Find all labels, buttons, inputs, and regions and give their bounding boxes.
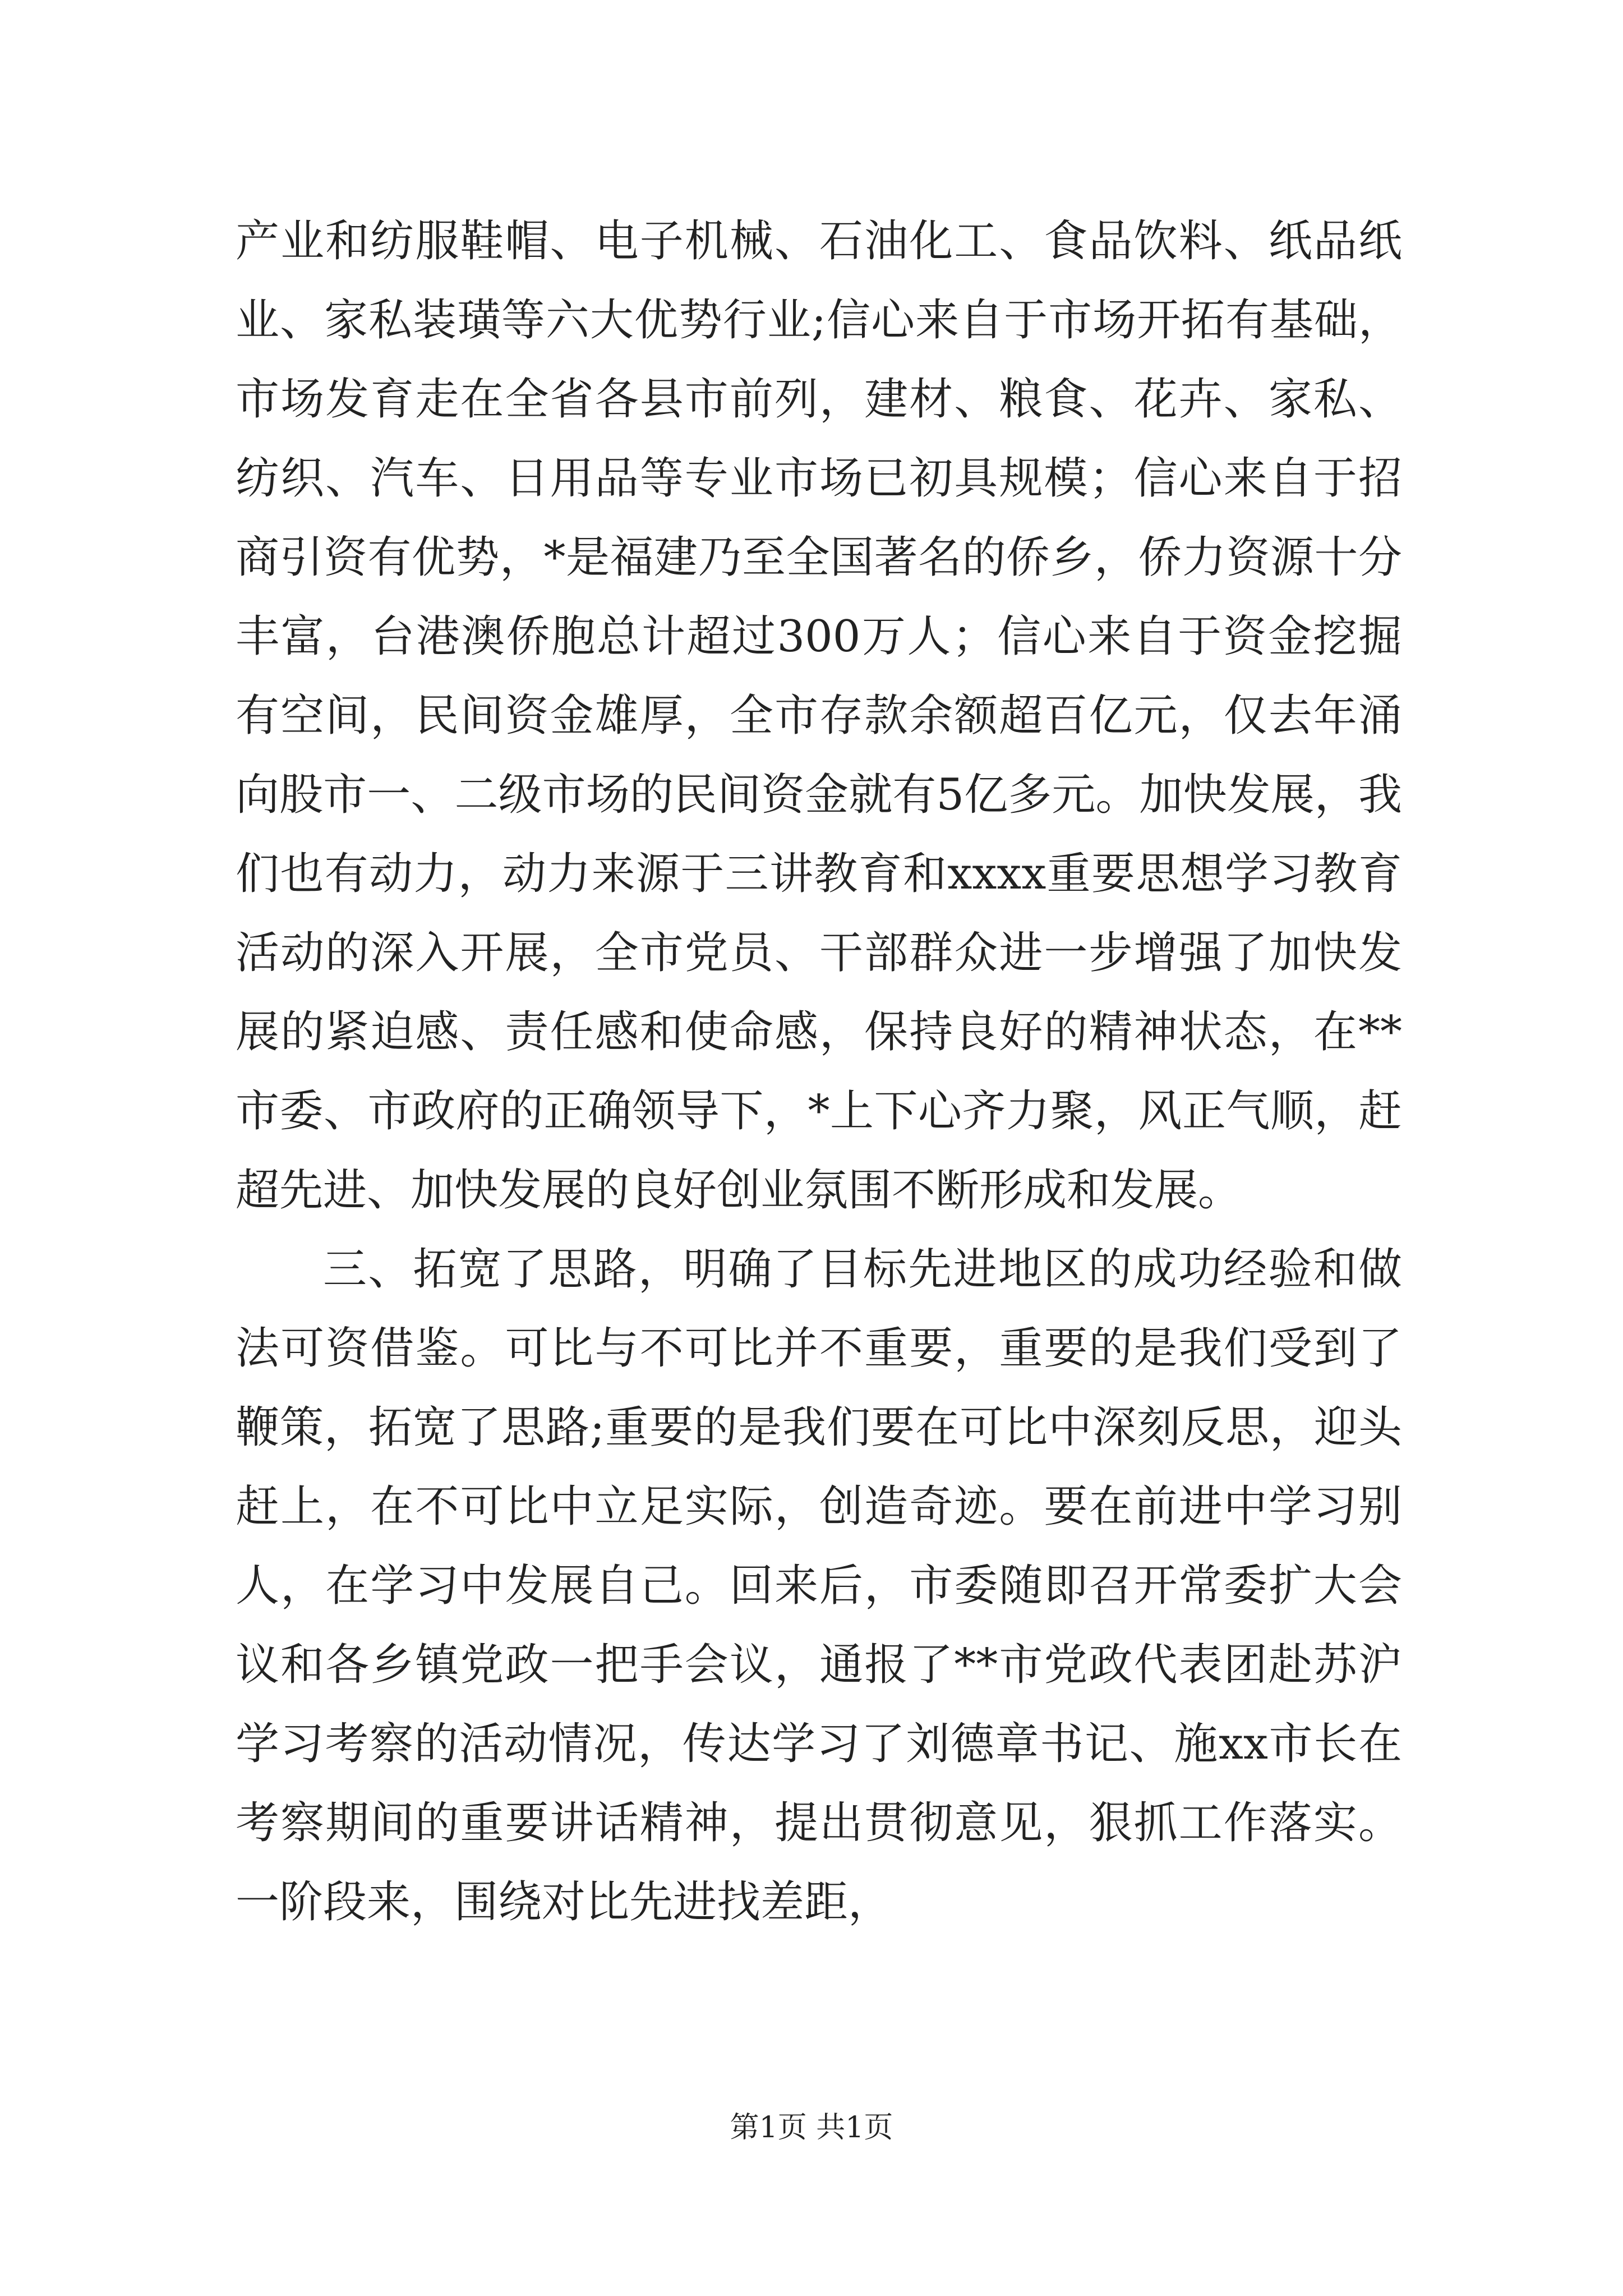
document-body — [236, 202, 1402, 1942]
page-footer: 第1页 共1页 — [730, 2111, 893, 2145]
paragraph-section-three: 三、拓宽了思路，明确了目标先进地区的成功经验和做法可资借鉴。可比与不可比并不重要，重要的是我们受到了鞭策，拓宽了思路;重要的是我们要在可比中深刻反思，迎头赶上，在不可比中立足实际，创造奇迹。要在前进中学习别人，在学习中发展自己。回来后，市委随即召开常委扩大会议和各乡镇党政一把手会议，通报了**市党政代表团赴苏沪学习考察的活动情况，传达学习了刘德章书记、施xx市长在考察期间的重要讲话精神，提出贯彻意见，狠抓工作落实。一阶段来，围绕对比先进找差距， — [236, 1244, 1402, 1927]
paragraph-continuation: 产业和纺服鞋帽、电子机械、石油化工、食品饮料、纸品纸业、家私装璜等六大优势行业;信心来自于市场开拓有基础，市场发育走在全省各县市前列，建材、粮食、花卉、家私、纺织、汽车、日用品等专业市场已初具规模；信心来自于招商引资有优势，*是福建乃至全国著名的侨乡，侨力资源十分丰富，台港澳侨胞总计超过300万人；信心来自于资金挖掘有空间，民间资金雄厚，全市存款余额超百亿元，仅去年涌向股市一、二级市场的民间资金就有5亿多元。加快发展，我们也有动力，动力来源于三讲教育和xxxx重要思想学习教育活动的深入开展，全市党员、干部群众进一步增强了加快发展的紧迫感、责任感和使命感，保持良好的精神状态，在**市委、市政府的正确领导下，*上下心齐力聚，风正气顺，赶超先进、加快发展的良好创业氛围不断形成和发展。 — [236, 216, 1402, 1216]
